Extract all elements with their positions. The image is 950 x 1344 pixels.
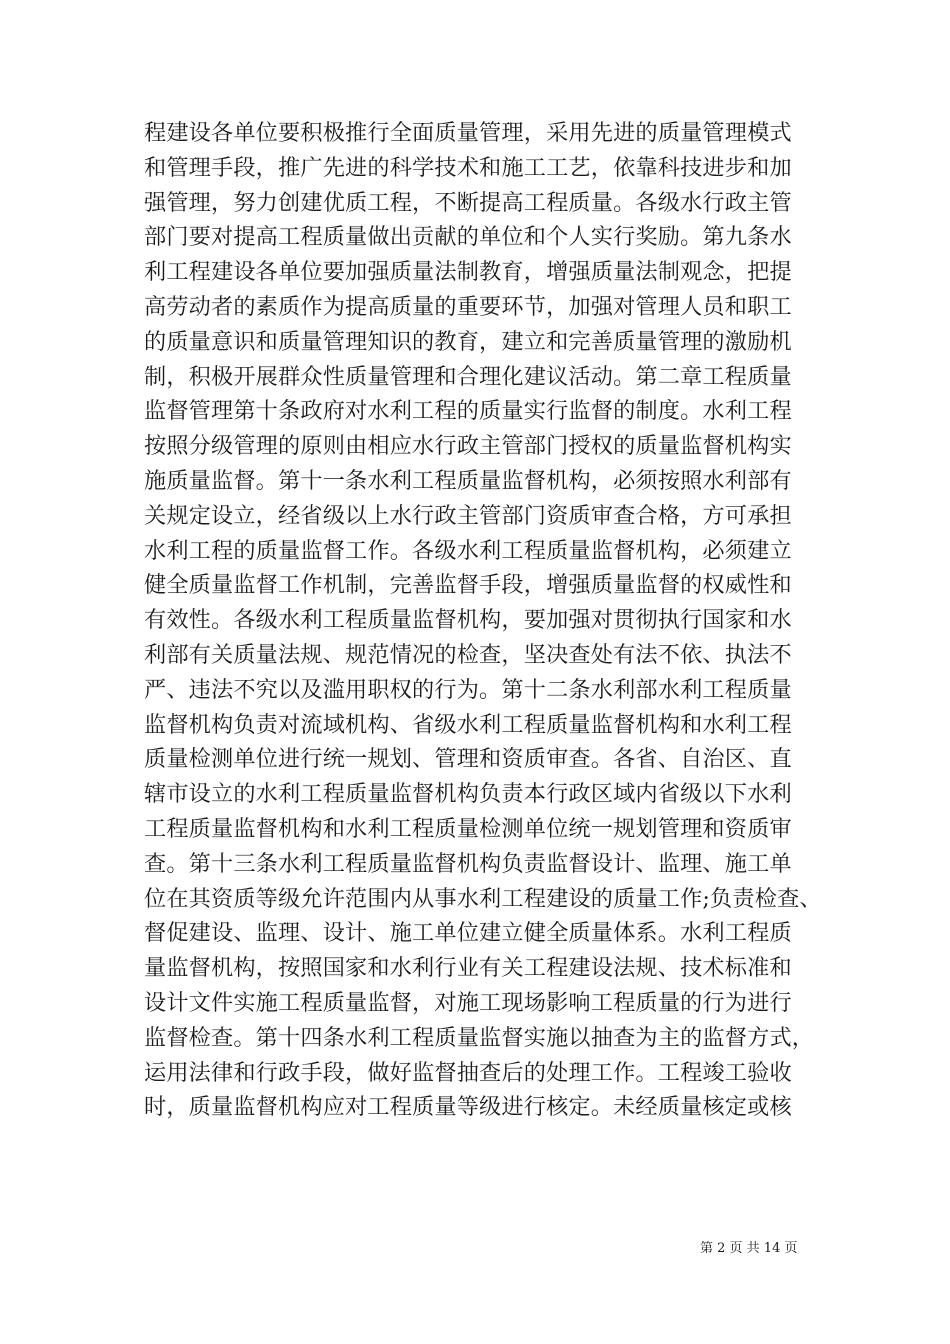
text-line: 的质量意识和质量管理知识的教育，建立和完善质量管理的激励机 (144, 328, 792, 355)
text-line: 高劳动者的素质作为提高质量的重要环节，加强对管理人员和职工 (144, 293, 792, 320)
text-line: 督促建设、监理、设计、施工单位建立健全质量体系。水利工程质 (144, 920, 792, 947)
text-line: 辖市设立的水利工程质量监督机构负责本行政区域内省级以下水利 (144, 781, 792, 808)
text-line: 设计文件实施工程质量监督，对施工现场影响工程质量的行为进行 (144, 989, 792, 1016)
text-line: 关规定设立，经省级以上水行政主管部门资质审查合格，方可承担 (144, 502, 792, 529)
text-line: 有效性。各级水利工程质量监督机构，要加强对贯彻执行国家和水 (144, 607, 792, 634)
page-number: 第 2 页 共 14 页 (700, 1241, 798, 1256)
text-line: 程建设各单位要积极推行全面质量管理，采用先进的质量管理模式 (144, 120, 792, 146)
text-line: 利部有关质量法规、规范情况的检查，坚决查处有法不依、执法不 (144, 641, 792, 668)
text-line: 制，积极开展群众性质量管理和合理化建议活动。第二章工程质量 (144, 363, 792, 390)
text-line: 部门要对提高工程质量做出贡献的单位和个人实行奖励。第九条水 (144, 224, 792, 251)
text-line: 位在其资质等级允许范围内从事水利工程建设的质量工作;负责检查、 (144, 885, 822, 912)
document-body (144, 116, 822, 1125)
text-line: 监督机构负责对流域机构、省级水利工程质量监督机构和水利工程 (144, 711, 792, 738)
text-line: 运用法律和行政手段，做好监督抽查后的处理工作。工程竣工验收 (144, 1059, 792, 1086)
text-line: 工程质量监督机构和水利工程质量检测单位统一规划管理和资质审 (144, 815, 792, 842)
text-line: 利工程建设各单位要加强质量法制教育，增强质量法制观念，把提 (144, 259, 792, 286)
text-line: 查。第十三条水利工程质量监督机构负责监督设计、监理、施工单 (144, 850, 792, 877)
text-line: 施质量监督。第十一条水利工程质量监督机构，必须按照水利部有 (144, 467, 792, 494)
text-line: 监督管理第十条政府对水利工程的质量实行监督的制度。水利工程 (144, 398, 792, 425)
text-line: 质量检测单位进行统一规划、管理和资质审查。各省、自治区、直 (144, 746, 792, 773)
text-line: 监督检查。第十四条水利工程质量监督实施以抽查为主的监督方式， (144, 1024, 815, 1051)
text-line: 水利工程的质量监督工作。各级水利工程质量监督机构，必须建立 (144, 537, 792, 564)
text-line: 量监督机构，按照国家和水利行业有关工程建设法规、技术标准和 (144, 955, 792, 982)
text-line: 按照分级管理的原则由相应水行政主管部门授权的质量监督机构实 (144, 433, 792, 460)
text-line: 时，质量监督机构应对工程质量等级进行核定。未经质量核定或核 (144, 1094, 792, 1121)
text-line: 强管理，努力创建优质工程，不断提高工程质量。各级水行政主管 (144, 189, 792, 216)
text-line: 严、违法不究以及滥用职权的行为。第十二条水利部水利工程质量 (144, 676, 792, 703)
text-line: 健全质量监督工作机制，完善监督手段，增强质量监督的权威性和 (144, 572, 792, 599)
text-line: 和管理手段，推广先进的科学技术和施工工艺，依靠科技进步和加 (144, 154, 792, 181)
